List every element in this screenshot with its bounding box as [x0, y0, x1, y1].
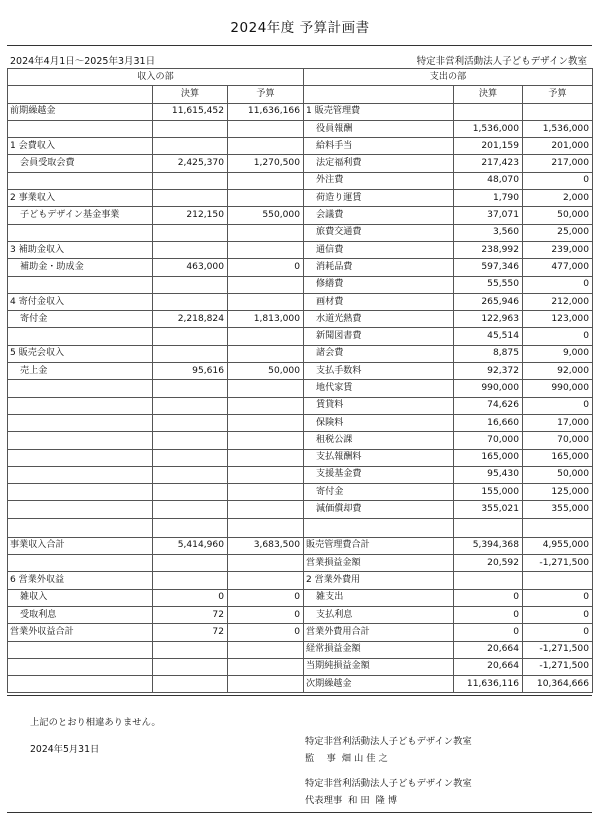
table-row: [8, 432, 593, 449]
income-actual-value: [153, 676, 228, 693]
expense-actual-value: 45,514: [454, 328, 523, 345]
income-actual-value: [153, 190, 228, 207]
expense-actual-value: [454, 103, 523, 120]
income-actual-value: [153, 397, 228, 414]
expense-budget-value: 355,000: [523, 501, 593, 518]
expense-item-label: 給料手当: [304, 138, 454, 155]
income-budget-value: 1,813,000: [228, 311, 304, 328]
expense-actual-value: 217,423: [454, 155, 523, 172]
document-title: 2024年度 予算計画書: [230, 20, 370, 36]
expense-actual-value: 3,560: [454, 224, 523, 241]
table-row: [8, 676, 593, 693]
income-actual-value: [153, 449, 228, 466]
expense-item-label: 支払利息: [304, 606, 454, 623]
income-budget-value: [228, 138, 304, 155]
table-row: [8, 345, 593, 362]
table-row: [8, 241, 593, 258]
income-budget-value: 50,000: [228, 363, 304, 380]
expense-item-label: 支払手数料: [304, 363, 454, 380]
income-budget-value: [228, 190, 304, 207]
title-divider: [7, 45, 592, 46]
expense-budget-value: 0: [523, 589, 593, 606]
expense-item-label: 画材費: [304, 293, 454, 310]
budget-rows: [8, 103, 593, 693]
income-item-label: [8, 432, 153, 449]
table-row: [8, 276, 593, 293]
income-actual-value: [153, 466, 228, 483]
expense-actual-value: 265,946: [454, 293, 523, 310]
income-budget-header: 予算: [228, 86, 304, 103]
expense-budget-value: 123,000: [523, 311, 593, 328]
expense-actual-value: 8,875: [454, 345, 523, 362]
expense-actual-value: 1,536,000: [454, 120, 523, 137]
expense-budget-value: 2,000: [523, 190, 593, 207]
income-item-label: [8, 276, 153, 293]
expense-budget-value: 239,000: [523, 241, 593, 258]
expense-budget-value: 92,000: [523, 363, 593, 380]
income-item-label: 寄付金: [8, 311, 153, 328]
income-item-label: 前期繰越金: [8, 103, 153, 120]
expense-budget-value: [523, 103, 593, 120]
table-row: [8, 155, 593, 172]
income-budget-value: [228, 380, 304, 397]
confirmation-date: 2024年5月31日: [30, 744, 100, 755]
income-item-label: [8, 484, 153, 501]
income-budget-value: 550,000: [228, 207, 304, 224]
income-budget-value: [228, 449, 304, 466]
income-budget-value: [228, 120, 304, 137]
income-actual-value: [153, 658, 228, 675]
income-actual-value: [153, 328, 228, 345]
expense-budget-value: 0: [523, 328, 593, 345]
expense-label-header: [304, 86, 454, 103]
income-actual-value: [153, 484, 228, 501]
income-item-label: 1 会費収入: [8, 138, 153, 155]
table-row: [8, 138, 593, 155]
expense-budget-value: 0: [523, 397, 593, 414]
expense-item-label: 役員報酬: [304, 120, 454, 137]
income-actual-value: 11,615,452: [153, 103, 228, 120]
income-budget-value: 0: [228, 606, 304, 623]
income-actual-header: 決算: [153, 86, 228, 103]
table-row: [8, 103, 593, 120]
expense-actual-value: 0: [454, 624, 523, 641]
income-budget-value: [228, 501, 304, 518]
income-budget-value: 0: [228, 259, 304, 276]
income-actual-value: [153, 501, 228, 518]
expense-item-label: 修繕費: [304, 276, 454, 293]
income-actual-value: [153, 572, 228, 589]
expense-item-label: 旅費交通費: [304, 224, 454, 241]
expense-actual-value: 355,021: [454, 501, 523, 518]
table-row: [8, 606, 593, 623]
table-row: [8, 589, 593, 606]
income-item-label: [8, 518, 153, 537]
expense-item-label: 荷造り運賃: [304, 190, 454, 207]
expense-item-label: 支援基金費: [304, 466, 454, 483]
expense-item-label: 諸会費: [304, 345, 454, 362]
income-actual-value: 72: [153, 606, 228, 623]
expense-actual-value: 95,430: [454, 466, 523, 483]
income-actual-value: [153, 380, 228, 397]
income-item-label: [8, 641, 153, 658]
expense-budget-value: -1,271,500: [523, 555, 593, 572]
expense-item-label: 外注費: [304, 172, 454, 189]
expense-item-label: 販売管理費合計: [304, 537, 454, 554]
table-row: [8, 518, 593, 537]
income-actual-value: [153, 172, 228, 189]
income-budget-value: [228, 328, 304, 345]
fiscal-period: 2024年4月1日〜2025年3月31日: [10, 56, 156, 67]
table-row: [8, 572, 593, 589]
expense-item-label: 新聞図書費: [304, 328, 454, 345]
expense-actual-header: 決算: [454, 86, 523, 103]
expense-actual-value: 16,660: [454, 414, 523, 431]
expense-item-label: 地代家賃: [304, 380, 454, 397]
income-actual-value: 95,616: [153, 363, 228, 380]
expense-item-label: 賃貸料: [304, 397, 454, 414]
income-item-label: [8, 658, 153, 675]
income-budget-value: [228, 676, 304, 693]
income-budget-value: 3,683,500: [228, 537, 304, 554]
expense-item-label: 消耗品費: [304, 259, 454, 276]
table-row: [8, 624, 593, 641]
income-item-label: 3 補助金収入: [8, 241, 153, 258]
income-item-label: [8, 676, 153, 693]
income-item-label: 営業外収益合計: [8, 624, 153, 641]
table-row: [8, 293, 593, 310]
organization-name: 特定非営利活動法人子どもデザイン教室: [416, 56, 587, 67]
table-row: [8, 641, 593, 658]
expense-item-label: 会議費: [304, 207, 454, 224]
income-item-label: 雑収入: [8, 589, 153, 606]
income-label-header: [8, 86, 153, 103]
expense-actual-value: [454, 518, 523, 537]
expense-actual-value: 990,000: [454, 380, 523, 397]
expense-section-header: 支出の部: [304, 69, 593, 86]
income-budget-value: [228, 484, 304, 501]
income-actual-value: 212,150: [153, 207, 228, 224]
table-row: [8, 537, 593, 554]
expense-actual-value: 48,070: [454, 172, 523, 189]
table-row: [8, 190, 593, 207]
income-item-label: [8, 328, 153, 345]
income-budget-value: [228, 572, 304, 589]
expense-item-label: 次期繰越金: [304, 676, 454, 693]
income-item-label: [8, 224, 153, 241]
expense-actual-value: 11,636,116: [454, 676, 523, 693]
expense-budget-value: 25,000: [523, 224, 593, 241]
table-row: [8, 172, 593, 189]
table-row: [8, 259, 593, 276]
income-actual-value: [153, 276, 228, 293]
income-budget-value: [228, 241, 304, 258]
income-actual-value: [153, 414, 228, 431]
table-row: [8, 397, 593, 414]
income-item-label: 補助金・助成金: [8, 259, 153, 276]
expense-budget-value: 0: [523, 172, 593, 189]
expense-budget-value: 50,000: [523, 466, 593, 483]
expense-item-label: 通信費: [304, 241, 454, 258]
expense-budget-value: 217,000: [523, 155, 593, 172]
income-actual-value: [153, 432, 228, 449]
expense-actual-value: 165,000: [454, 449, 523, 466]
expense-item-label: 雑支出: [304, 589, 454, 606]
expense-budget-value: 0: [523, 276, 593, 293]
income-section-header: 収入の部: [8, 69, 304, 86]
table-row: [8, 501, 593, 518]
expense-budget-value: 125,000: [523, 484, 593, 501]
expense-actual-value: 201,159: [454, 138, 523, 155]
expense-item-label: 営業損益金額: [304, 555, 454, 572]
expense-budget-value: 990,000: [523, 380, 593, 397]
table-row: [8, 414, 593, 431]
income-budget-value: [228, 397, 304, 414]
table-row: [8, 380, 593, 397]
income-actual-value: [153, 120, 228, 137]
expense-item-label: [304, 518, 454, 537]
income-budget-value: [228, 345, 304, 362]
expense-budget-value: 0: [523, 624, 593, 641]
expense-item-label: 経常損益金額: [304, 641, 454, 658]
expense-budget-value: 0: [523, 606, 593, 623]
expense-item-label: 減価償却費: [304, 501, 454, 518]
expense-item-label: 租税公課: [304, 432, 454, 449]
income-actual-value: 2,425,370: [153, 155, 228, 172]
expense-budget-value: 70,000: [523, 432, 593, 449]
expense-item-label: 保険料: [304, 414, 454, 431]
income-item-label: 6 営業外収益: [8, 572, 153, 589]
expense-actual-value: 0: [454, 606, 523, 623]
income-budget-value: [228, 518, 304, 537]
table-row: [8, 363, 593, 380]
income-budget-value: [228, 641, 304, 658]
expense-budget-value: 4,955,000: [523, 537, 593, 554]
income-item-label: [8, 449, 153, 466]
income-budget-value: 0: [228, 589, 304, 606]
expense-budget-value: 165,000: [523, 449, 593, 466]
income-budget-value: [228, 172, 304, 189]
expense-budget-value: 50,000: [523, 207, 593, 224]
table-row: [8, 449, 593, 466]
income-budget-value: [228, 658, 304, 675]
expense-item-label: 1 販売管理費: [304, 103, 454, 120]
table-row: [8, 311, 593, 328]
table-row: [8, 120, 593, 137]
auditor-name: 監 事 畑 山 佳 之: [305, 753, 388, 764]
expense-budget-value: -1,271,500: [523, 641, 593, 658]
expense-actual-value: 5,394,368: [454, 537, 523, 554]
income-budget-value: 11,636,166: [228, 103, 304, 120]
expense-actual-value: 1,790: [454, 190, 523, 207]
auditor-organization: 特定非営利活動法人子どもデザイン教室: [305, 736, 472, 747]
income-item-label: [8, 397, 153, 414]
expense-budget-value: 10,364,666: [523, 676, 593, 693]
expense-actual-value: 20,592: [454, 555, 523, 572]
expense-item-label: 当期純損益金額: [304, 658, 454, 675]
income-actual-value: [153, 293, 228, 310]
income-item-label: [8, 466, 153, 483]
income-item-label: 会員受取会費: [8, 155, 153, 172]
expense-actual-value: 74,626: [454, 397, 523, 414]
income-actual-value: 2,218,824: [153, 311, 228, 328]
income-item-label: [8, 501, 153, 518]
income-budget-value: 1,270,500: [228, 155, 304, 172]
income-budget-value: [228, 276, 304, 293]
income-actual-value: [153, 241, 228, 258]
table-row: [8, 466, 593, 483]
expense-actual-value: 238,992: [454, 241, 523, 258]
income-budget-value: [228, 224, 304, 241]
expense-actual-value: 20,664: [454, 658, 523, 675]
income-budget-value: [228, 414, 304, 431]
income-item-label: 2 事業収入: [8, 190, 153, 207]
expense-item-label: 寄付金: [304, 484, 454, 501]
expense-budget-header: 予算: [523, 86, 593, 103]
expense-actual-value: 70,000: [454, 432, 523, 449]
expense-budget-value: 9,000: [523, 345, 593, 362]
income-budget-value: [228, 293, 304, 310]
budget-table: [7, 68, 593, 693]
expense-actual-value: 597,346: [454, 259, 523, 276]
income-item-label: [8, 555, 153, 572]
income-budget-value: [228, 466, 304, 483]
expense-item-label: 法定福利費: [304, 155, 454, 172]
bottom-divider: [7, 695, 592, 696]
income-item-label: [8, 414, 153, 431]
income-item-label: [8, 380, 153, 397]
expense-actual-value: 20,664: [454, 641, 523, 658]
expense-actual-value: 122,963: [454, 311, 523, 328]
expense-budget-value: -1,271,500: [523, 658, 593, 675]
income-budget-value: 0: [228, 624, 304, 641]
income-actual-value: [153, 224, 228, 241]
table-row: [8, 658, 593, 675]
income-actual-value: [153, 641, 228, 658]
confirmation-statement: 上記のとおり相違ありません。: [30, 717, 161, 728]
income-actual-value: [153, 555, 228, 572]
expense-actual-value: 92,372: [454, 363, 523, 380]
table-row: [8, 207, 593, 224]
expense-budget-value: 212,000: [523, 293, 593, 310]
expense-item-label: 営業外費用合計: [304, 624, 454, 641]
income-item-label: 事業収入合計: [8, 537, 153, 554]
expense-budget-value: 201,000: [523, 138, 593, 155]
income-budget-value: [228, 432, 304, 449]
representative-name: 代表理事 和 田 隆 博: [305, 795, 398, 806]
table-row: [8, 555, 593, 572]
expense-actual-value: 155,000: [454, 484, 523, 501]
income-item-label: 売上金: [8, 363, 153, 380]
table-row: [8, 224, 593, 241]
income-budget-value: [228, 555, 304, 572]
expense-budget-value: [523, 518, 593, 537]
income-actual-value: [153, 345, 228, 362]
income-actual-value: 72: [153, 624, 228, 641]
expense-budget-value: [523, 572, 593, 589]
income-actual-value: 463,000: [153, 259, 228, 276]
table-row: [8, 484, 593, 501]
expense-budget-value: 477,000: [523, 259, 593, 276]
table-row: [8, 328, 593, 345]
page-bottom-line: [7, 812, 592, 813]
expense-actual-value: 37,071: [454, 207, 523, 224]
income-item-label: 子どもデザイン基金事業: [8, 207, 153, 224]
income-item-label: 5 販売会収入: [8, 345, 153, 362]
income-item-label: [8, 172, 153, 189]
expense-budget-value: 17,000: [523, 414, 593, 431]
income-actual-value: 0: [153, 589, 228, 606]
representative-organization: 特定非営利活動法人子どもデザイン教室: [305, 778, 472, 789]
expense-actual-value: 0: [454, 589, 523, 606]
expense-item-label: 2 営業外費用: [304, 572, 454, 589]
income-actual-value: [153, 138, 228, 155]
income-item-label: [8, 120, 153, 137]
income-item-label: 受取利息: [8, 606, 153, 623]
income-item-label: 4 寄付金収入: [8, 293, 153, 310]
expense-item-label: 水道光熱費: [304, 311, 454, 328]
expense-item-label: 支払報酬料: [304, 449, 454, 466]
income-actual-value: 5,414,960: [153, 537, 228, 554]
expense-actual-value: 55,550: [454, 276, 523, 293]
income-actual-value: [153, 518, 228, 537]
expense-actual-value: [454, 572, 523, 589]
expense-budget-value: 1,536,000: [523, 120, 593, 137]
